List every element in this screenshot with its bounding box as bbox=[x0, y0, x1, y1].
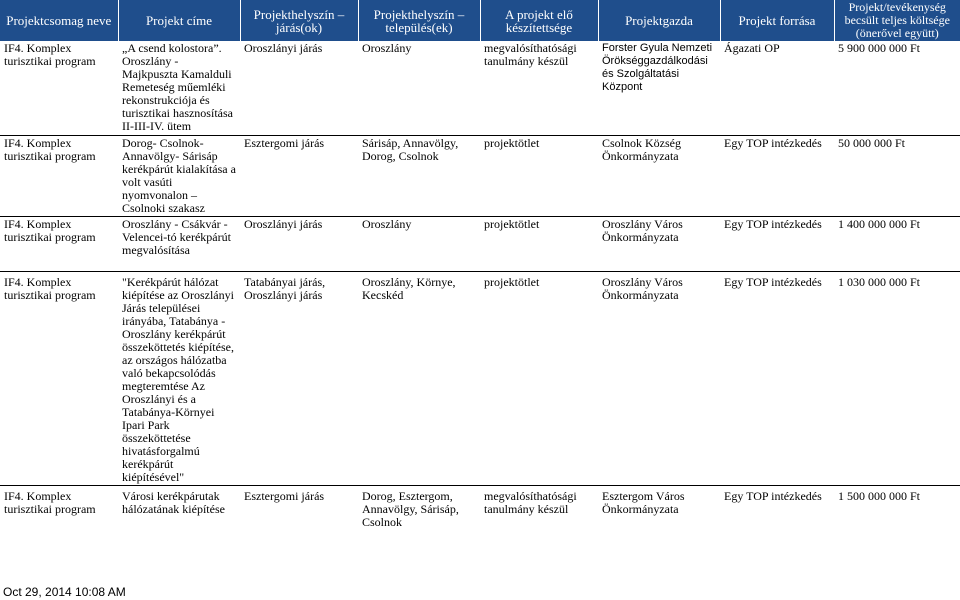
table-row bbox=[0, 41, 960, 136]
cell-district: Esztergomi járás bbox=[244, 136, 325, 150]
cell-source: Egy TOP intézkedés bbox=[724, 489, 822, 503]
table-row bbox=[0, 136, 960, 217]
cell-district: Oroszlányi járás bbox=[244, 41, 323, 55]
cell-source: Ágazati OP bbox=[724, 41, 780, 55]
cell-title: Városi kerékpárutak hálózatának kiépítése bbox=[122, 489, 225, 516]
cell-settlement: Oroszlány bbox=[362, 41, 412, 55]
cell-title: "Kerékpárút hálózat kiépítése az Oroszlányi Járás települései irányába, Tatabánya - Oroszlány kerékpárút összeköttetés kiépítése, az országos hálózatba való bekapcsolódás megteremtése Az Oroszlányi és a Tatabánya-Környei Ipari Park összeköttetése hivatásforgalmú kerékpárút kiépítésével" bbox=[122, 275, 234, 484]
header-district: Projekthelyszín – járás(ok) bbox=[240, 0, 358, 41]
cell-readiness: projektötlet bbox=[484, 217, 540, 231]
cell-package: IF4. Komplex turisztikai program bbox=[4, 41, 96, 68]
table-row bbox=[0, 217, 960, 272]
cell-settlement: Sárisáp, Annavölgy, Dorog, Csolnok bbox=[362, 136, 459, 163]
cell-package: IF4. Komplex turisztikai program bbox=[4, 217, 96, 244]
cell-district: Tatabányai járás, Oroszlányi járás bbox=[244, 275, 326, 302]
cell-cost: 1 030 000 000 Ft bbox=[838, 275, 921, 289]
cell-owner: Forster Gyula Nemzeti Örökséggazdálkodási és Szolgáltatási Központ bbox=[602, 42, 713, 93]
cell-readiness: projektötlet bbox=[484, 275, 540, 289]
cell-source: Egy TOP intézkedés bbox=[724, 217, 822, 231]
header-package: Projektcsomag neve bbox=[0, 0, 118, 41]
header-cost: Projekt/tevékenység becsült teljes költsége (önerővel együtt) bbox=[834, 0, 960, 41]
cell-title: „A csend kolostora”. Oroszlány - Majkpuszta Kamalduli Remeteség műemléki rekonstrukciója és turisztikai hasznosítása II-III-IV. ütem bbox=[122, 41, 233, 133]
table-row bbox=[0, 272, 960, 486]
cell-district: Oroszlányi járás bbox=[244, 217, 323, 231]
cell-owner: Csolnok Község Önkormányzata bbox=[602, 136, 681, 163]
cell-cost: 1 400 000 000 Ft bbox=[838, 217, 921, 231]
cell-owner: Oroszlány Város Önkormányzata bbox=[602, 217, 683, 244]
cell-settlement: Oroszlány, Környe, Kecskéd bbox=[362, 275, 456, 302]
header-source: Projekt forrása bbox=[720, 0, 834, 41]
cell-readiness: megvalósíthatósági tanulmány készül bbox=[484, 41, 577, 68]
cell-district: Esztergomi járás bbox=[244, 489, 325, 503]
table-row bbox=[0, 486, 960, 572]
header-owner: Projektgazda bbox=[598, 0, 720, 41]
cell-package: IF4. Komplex turisztikai program bbox=[4, 275, 96, 302]
cell-settlement: Oroszlány bbox=[362, 217, 412, 231]
cell-owner: Oroszlány Város Önkormányzata bbox=[602, 275, 683, 302]
cell-source: Egy TOP intézkedés bbox=[724, 136, 822, 150]
header-settlement: Projekthelyszín – település(ek) bbox=[358, 0, 480, 41]
cell-settlement: Dorog, Esztergom, Annavölgy, Sárisáp, Csolnok bbox=[362, 489, 459, 529]
header-readiness: A projekt elő készítettsége bbox=[480, 0, 598, 41]
cell-title: Oroszlány - Csákvár - Velencei-tó kerékpárút megvalósítása bbox=[122, 217, 231, 257]
cell-source: Egy TOP intézkedés bbox=[724, 275, 822, 289]
print-timestamp: Oct 29, 2014 10:08 AM bbox=[3, 585, 126, 599]
cell-cost: 5 900 000 000 Ft bbox=[838, 41, 921, 55]
cell-readiness: projektötlet bbox=[484, 136, 540, 150]
cell-owner: Esztergom Város Önkormányzata bbox=[602, 489, 685, 516]
cell-package: IF4. Komplex turisztikai program bbox=[4, 136, 96, 163]
cell-cost: 50 000 000 Ft bbox=[838, 136, 906, 150]
header-row bbox=[0, 0, 960, 41]
header-title: Projekt címe bbox=[118, 0, 240, 41]
cell-readiness: megvalósíthatósági tanulmány készül bbox=[484, 489, 577, 516]
cell-package: IF4. Komplex turisztikai program bbox=[4, 489, 96, 516]
cell-cost: 1 500 000 000 Ft bbox=[838, 489, 921, 503]
cell-title: Dorog- Csolnok- Annavölgy- Sárisáp kerékpárút kialakítása a volt vasúti nyomvonalon – Csolnoki szakasz bbox=[122, 136, 236, 215]
